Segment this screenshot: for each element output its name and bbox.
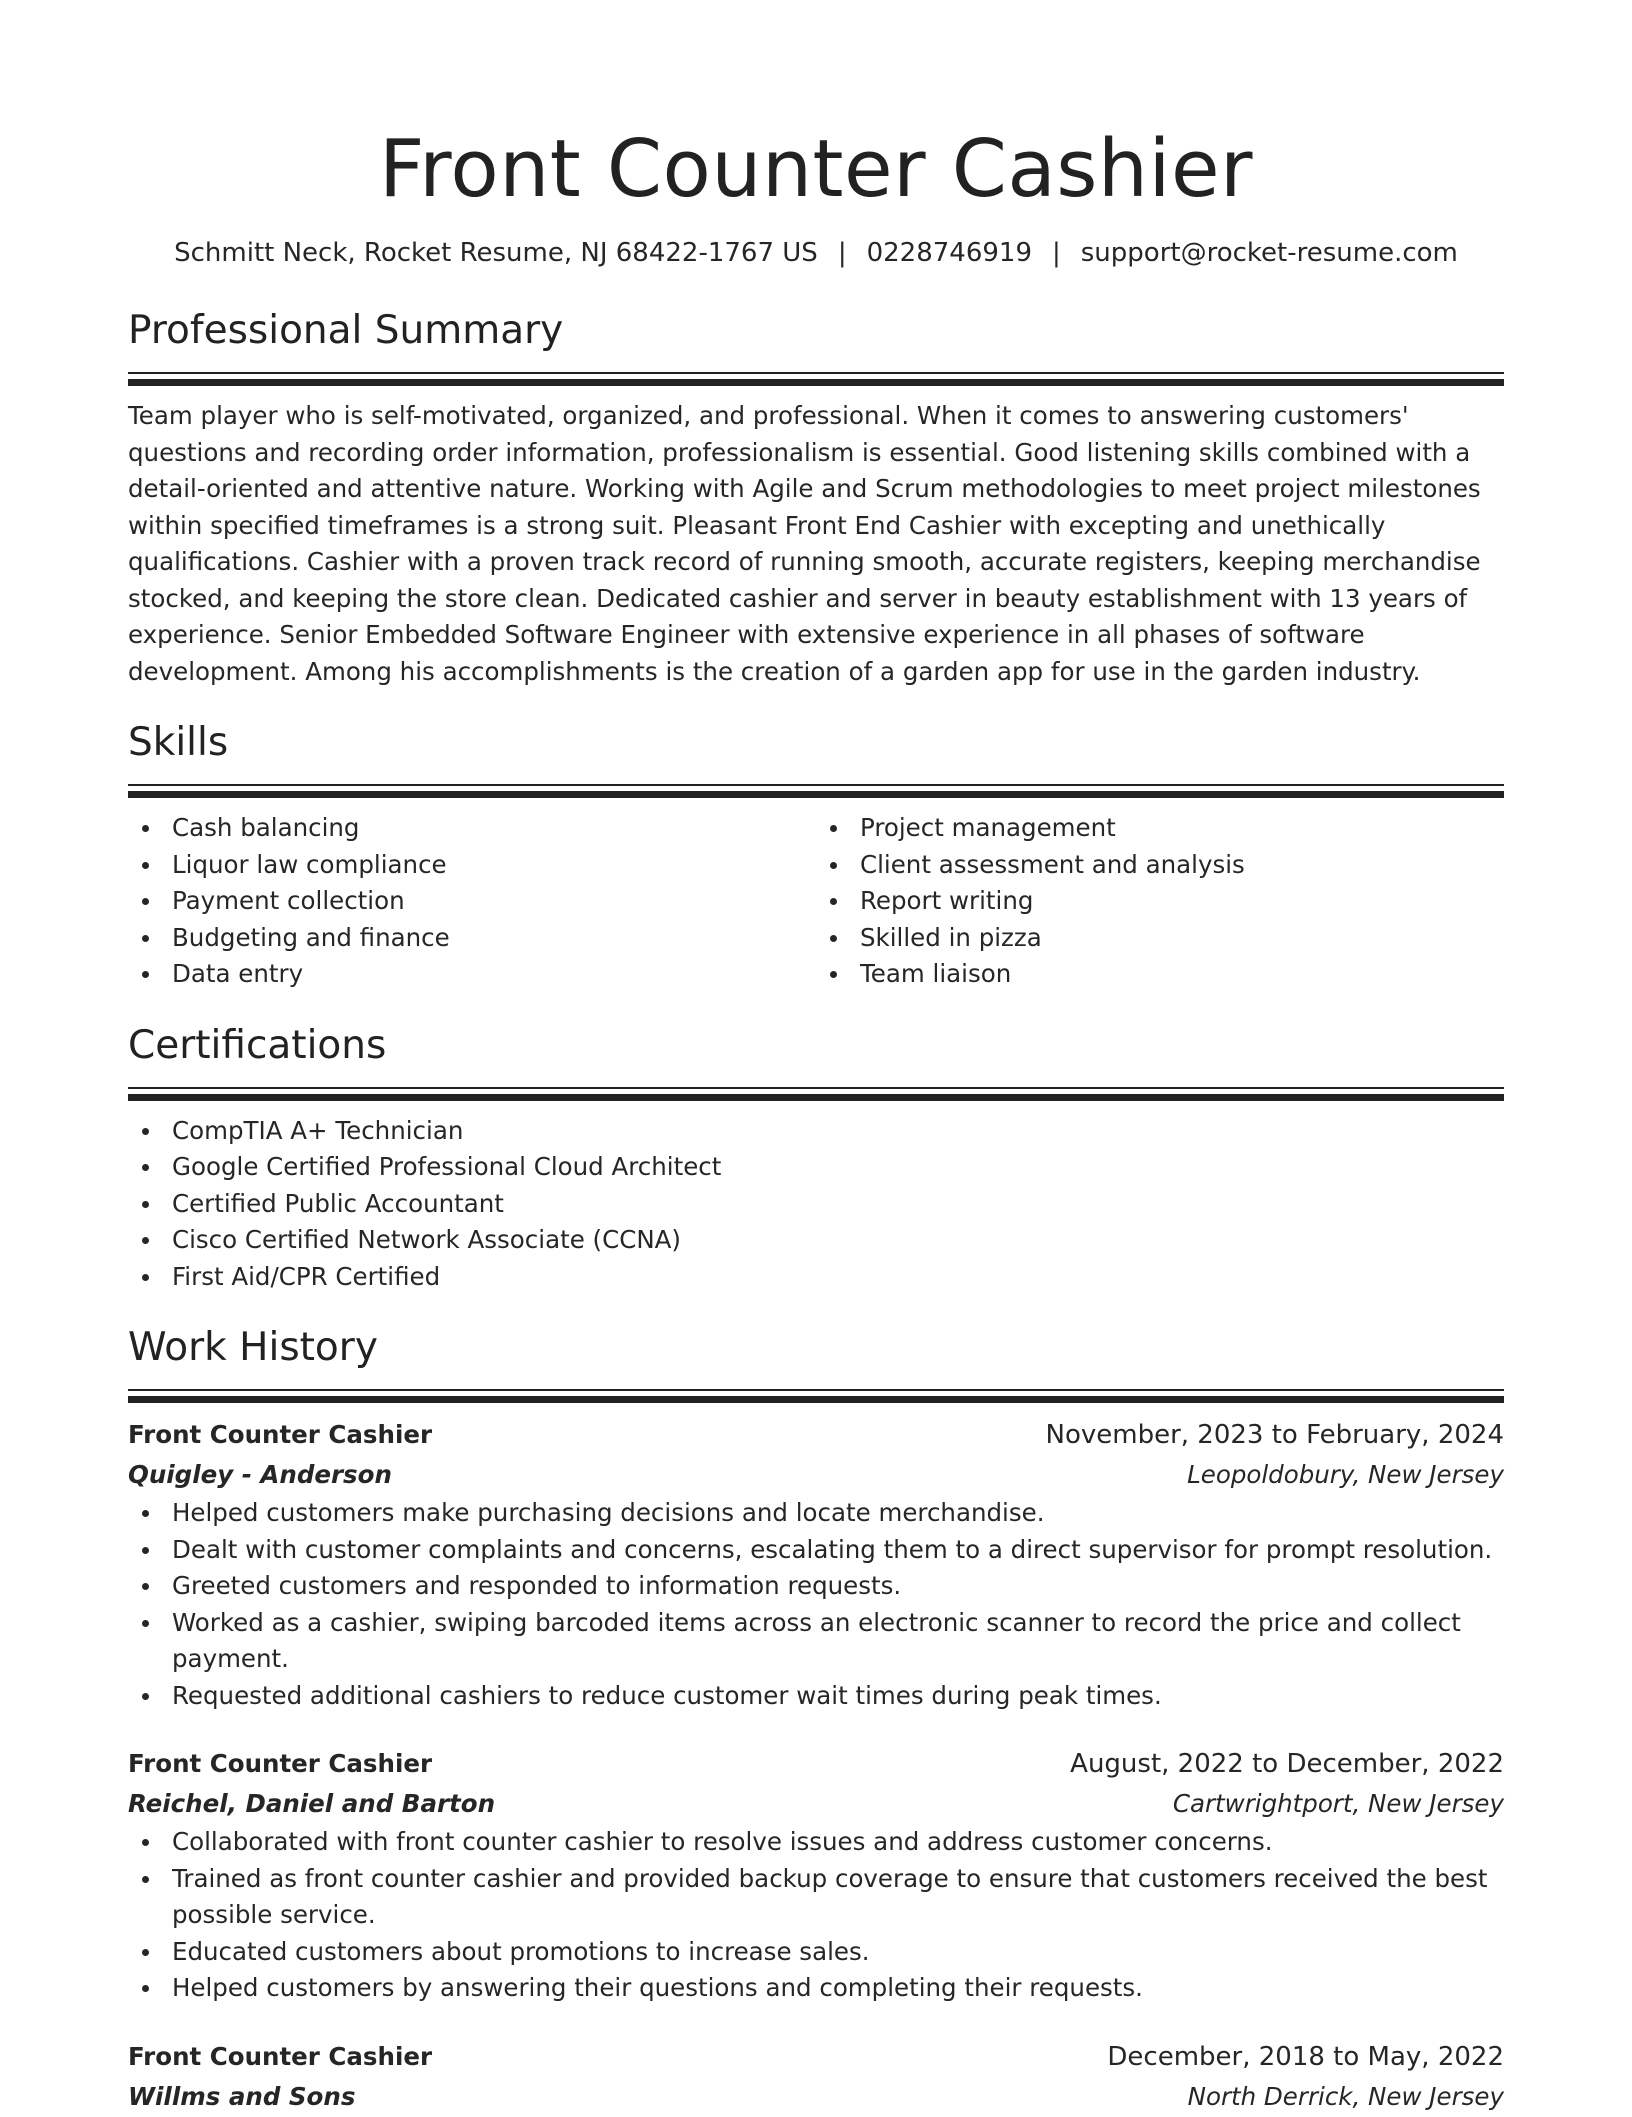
job-location: Leopoldobury, New Jersey — [1187, 1460, 1504, 1489]
job-header — [128, 2037, 1504, 2077]
job-title: Front Counter Cashier — [128, 2041, 433, 2071]
summary-text: Team player who is self-motivated, organized, and professional. When it comes to answering customers' questions and recording order information, professionalism is essential. Good listening skills combined with a detail-oriented and attentive nature. Working with Agile and Scrum methodologies to meet project milestones within specified timeframes is a strong suit. Pleasant Front End Cashier with excepting and unethically qualifications. Cashier with a proven track record of running smooth, accurate registers, keeping merchandise stocked, and keeping the store clean. Dedicated cashier and server in beauty establishment with 13 years of experience. Senior Embedded Software Engineer with extensive experience in all phases of software development. Among his accomplishments is the creation of a garden app for use in the garden industry. — [128, 401, 1481, 686]
contact-separator: | — [837, 238, 847, 268]
skill-item: Project management — [816, 810, 1504, 847]
contact-line — [128, 236, 1504, 270]
section-divider — [128, 1389, 1504, 1403]
job-title: Front Counter Cashier — [128, 1420, 433, 1449]
job-title: Front Counter Cashier — [128, 1749, 433, 1778]
job-company: Reichel, Daniel and Barton — [128, 1789, 496, 1818]
contact-phone: 0228746919 — [866, 238, 1032, 268]
job-entry — [128, 2037, 1504, 2117]
job-duty-item: Worked as a cashier, swiping barcoded items across an electronic scanner to record the price and collect payment. — [128, 1605, 1504, 1678]
job-duty-item: Helped customers by answering their questions and completing their requests. — [128, 1970, 1504, 2007]
certification-item: CompTIA A+ Technician — [128, 1113, 1504, 1150]
skill-item: Budgeting and finance — [128, 920, 816, 957]
section-title-work-history: Work History — [128, 1325, 378, 1370]
contact-address: Schmitt Neck, Rocket Resume, NJ 68422-1767 US — [174, 238, 818, 268]
skill-item: Team liaison — [816, 956, 1504, 993]
skills-section — [128, 718, 1504, 993]
job-company: Willms and Sons — [128, 2081, 356, 2111]
certification-item: First Aid/CPR Certified — [128, 1259, 1504, 1296]
certification-item: Google Certified Professional Cloud Architect — [128, 1149, 1504, 1186]
candidate-name: Front Counter Cashier — [378, 123, 1254, 215]
job-location: North Derrick, New Jersey — [1187, 2081, 1504, 2111]
job-duty-item: Trained as front counter cashier and provided backup coverage to ensure that customers received the best possible service. — [128, 1861, 1504, 1934]
job-dates: December, 2018 to May, 2022 — [1107, 2041, 1504, 2072]
section-title-summary: Professional Summary — [128, 308, 564, 353]
section-title-certifications: Certifications — [128, 1022, 387, 1068]
contact-separator: | — [1052, 238, 1061, 268]
work-history-section — [128, 1323, 1504, 2117]
contact-email: support@rocket-resume.com — [1080, 238, 1458, 268]
job-subheader — [128, 1784, 1504, 1824]
job-entry — [128, 1415, 1504, 1714]
job-duty-item: Collaborated with front counter cashier to resolve issues and address customer concerns. — [128, 1824, 1504, 1861]
skills-list-left — [128, 810, 816, 993]
skills-list-right — [816, 810, 1504, 993]
certifications-list — [128, 1113, 1504, 1296]
job-location: Cartwrightport, New Jersey — [1172, 1789, 1504, 1818]
job-duty-item: Dealt with customer complaints and concerns, escalating them to a direct supervisor for prompt resolution. — [128, 1532, 1504, 1569]
job-subheader — [128, 2077, 1504, 2117]
job-dates: August, 2022 to December, 2022 — [1070, 1749, 1504, 1779]
skill-item: Payment collection — [128, 883, 816, 920]
job-duty-item: Educated customers about promotions to increase sales. — [128, 1934, 1504, 1971]
job-subheader — [128, 1455, 1504, 1495]
job-header — [128, 1744, 1504, 1784]
section-title-skills: Skills — [128, 720, 229, 765]
certification-item: Cisco Certified Network Associate (CCNA) — [128, 1222, 1504, 1259]
skill-item: Data entry — [128, 956, 816, 993]
job-duties-list — [128, 1824, 1504, 2007]
skill-item: Skilled in pizza — [816, 920, 1504, 957]
job-entry — [128, 1744, 1504, 2007]
skill-item: Client assessment and analysis — [816, 847, 1504, 884]
certification-item: Certified Public Accountant — [128, 1186, 1504, 1223]
skill-item: Report writing — [816, 883, 1504, 920]
section-divider — [128, 372, 1504, 386]
section-divider — [128, 784, 1504, 798]
job-duties-list — [128, 1495, 1504, 1714]
skill-item: Liquor law compliance — [128, 847, 816, 884]
section-divider — [128, 1087, 1504, 1101]
job-dates: November, 2023 to February, 2024 — [1045, 1420, 1504, 1450]
certifications-section — [128, 1021, 1504, 1296]
skill-item: Cash balancing — [128, 810, 816, 847]
resume-content — [128, 122, 1504, 2117]
job-duty-item: Helped customers make purchasing decisions and locate merchandise. — [128, 1495, 1504, 1532]
skills-grid — [128, 810, 1504, 993]
job-header — [128, 1415, 1504, 1455]
summary-section — [128, 306, 1504, 690]
job-duty-item: Requested additional cashiers to reduce customer wait times during peak times. — [128, 1678, 1504, 1715]
job-duty-item: Greeted customers and responded to information requests. — [128, 1568, 1504, 1605]
job-company: Quigley - Anderson — [128, 1460, 392, 1489]
